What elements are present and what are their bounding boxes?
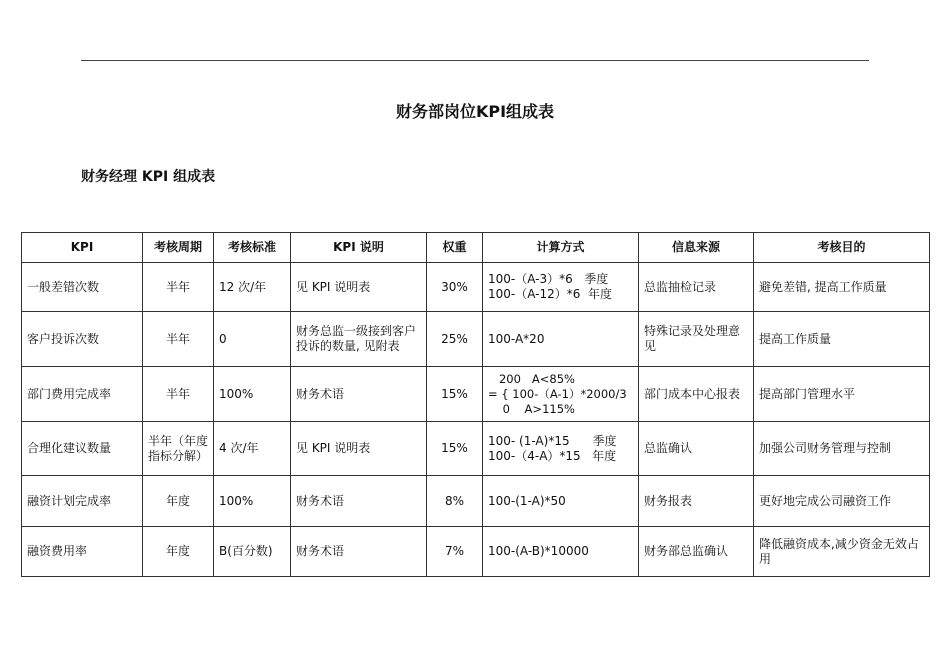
kpi-cell: 一般差错次数 [22,263,143,312]
period-cell: 年度 [143,476,214,527]
calc-cell: 200 A<85% = { 100-（A-1）*2000/3 0 A>115% [483,367,639,422]
source-cell: 特殊记录及处理意见 [639,312,754,367]
table-row [22,422,930,476]
period-cell: 半年 [143,263,214,312]
standard-cell: 100% [214,367,291,422]
header-period: 考核周期 [143,233,214,263]
purpose-cell: 避免差错, 提高工作质量 [754,263,930,312]
period-cell: 年度 [143,527,214,577]
desc-cell: 财务总监一级接到客户投诉的数量, 见附表 [291,312,427,367]
purpose-cell: 更好地完成公司融资工作 [754,476,930,527]
header-source: 信息来源 [639,233,754,263]
table-row [22,476,930,527]
kpi-cell: 融资费用率 [22,527,143,577]
desc-cell: 财务术语 [291,527,427,577]
header-weight: 权重 [427,233,483,263]
desc-cell: 见 KPI 说明表 [291,263,427,312]
weight-cell: 8% [427,476,483,527]
header-rule [81,60,869,61]
header-standard: 考核标准 [214,233,291,263]
kpi-cell: 融资计划完成率 [22,476,143,527]
section-title: 财务经理 KPI 组成表 [81,169,216,185]
header-kpi: KPI [22,233,143,263]
period-cell: 半年 [143,367,214,422]
period-cell: 半年 [143,312,214,367]
table-row [22,312,930,367]
standard-cell: B(百分数) [214,527,291,577]
source-cell: 总监抽检记录 [639,263,754,312]
desc-cell: 见 KPI 说明表 [291,422,427,476]
calc-cell: 100-(A-B)*10000 [483,527,639,577]
standard-cell: 100% [214,476,291,527]
weight-cell: 30% [427,263,483,312]
purpose-cell: 提高部门管理水平 [754,367,930,422]
kpi-cell: 客户投诉次数 [22,312,143,367]
weight-cell: 15% [427,367,483,422]
calc-cell: 100-(1-A)*50 [483,476,639,527]
header-calc: 计算方式 [483,233,639,263]
kpi-table [21,232,930,577]
standard-cell: 0 [214,312,291,367]
header-purpose: 考核目的 [754,233,930,263]
table-row [22,367,930,422]
source-cell: 财务报表 [639,476,754,527]
source-cell: 部门成本中心报表 [639,367,754,422]
kpi-cell: 部门费用完成率 [22,367,143,422]
table-header-row [22,233,930,263]
calc-cell: 100-A*20 [483,312,639,367]
desc-cell: 财务术语 [291,476,427,527]
purpose-cell: 提高工作质量 [754,312,930,367]
header-kpi-desc: KPI 说明 [291,233,427,263]
calc-cell: 100- (1-A)*15 季度 100-（4-A）*15 年度 [483,422,639,476]
table-row [22,263,930,312]
calc-cell: 100-（A-3）*6 季度 100-（A-12）*6 年度 [483,263,639,312]
desc-cell: 财务术语 [291,367,427,422]
purpose-cell: 降低融资成本,减少资金无效占用 [754,527,930,577]
weight-cell: 25% [427,312,483,367]
kpi-cell: 合理化建议数量 [22,422,143,476]
document-title: 财务部岗位KPI组成表 [395,102,555,121]
standard-cell: 12 次/年 [214,263,291,312]
weight-cell: 15% [427,422,483,476]
table-row [22,527,930,577]
weight-cell: 7% [427,527,483,577]
standard-cell: 4 次/年 [214,422,291,476]
source-cell: 财务部总监确认 [639,527,754,577]
source-cell: 总监确认 [639,422,754,476]
period-cell: 半年（年度指标分解） [143,422,214,476]
purpose-cell: 加强公司财务管理与控制 [754,422,930,476]
